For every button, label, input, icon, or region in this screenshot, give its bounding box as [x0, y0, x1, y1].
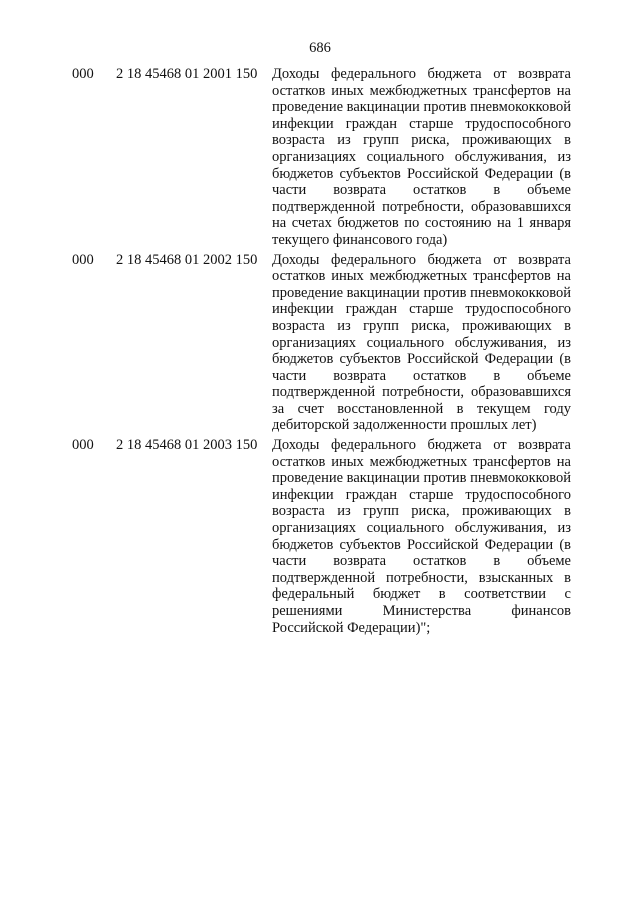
income-description: Доходы федерального бюджета от возврата остатков иных межбюджетных трансфертов на проведение вакцинации против пневмококковой инфекции граждан старше трудоспособного возраста из групп риска, проживающих в организациях социального обслуживания, из бюджетов субъектов Российской Федерации (в части возврата остатков в объеме подтвержденной потребности, образовавшихся на счетах бюджетов по состоянию на 1 января текущего финансового года): [272, 66, 571, 248]
income-description: Доходы федерального бюджета от возврата остатков иных межбюджетных трансфертов на проведение вакцинации против пневмококковой инфекции граждан старше трудоспособного возраста из групп риска, проживающих в организациях социального обслуживания, из бюджетов субъектов Российской Федерации (в части возврата остатков в объеме подтвержденной потребности, взысканных в федеральный бюджет в соответствии с решениями Министерства финансов Российской Федерации)";: [272, 437, 571, 636]
page-number: 686: [309, 40, 331, 56]
table-row: [0, 252, 640, 435]
admin-code: 000: [72, 437, 94, 454]
table-row: [0, 437, 640, 636]
admin-code: 000: [72, 251, 94, 268]
income-description: Доходы федерального бюджета от возврата остатков иных межбюджетных трансфертов на проведение вакцинации против пневмококковой инфекции граждан старше трудоспособного возраста из групп риска, проживающих в организациях социального обслуживания, из бюджетов субъектов Российской Федерации (в части возврата остатков в объеме подтвержденной потребности, образовавшихся за счет восстановленной в текущем году дебиторской задолженности прошлых лет): [272, 251, 571, 434]
budget-classification-code: 2 18 45468 01 2003 150: [116, 437, 258, 454]
admin-code: 000: [72, 66, 94, 82]
budget-classification-code: 2 18 45468 01 2002 150: [116, 251, 258, 268]
budget-classification-code: 2 18 45468 01 2001 150: [116, 66, 258, 82]
budget-code-table: [0, 66, 640, 639]
table-row: [0, 66, 640, 249]
